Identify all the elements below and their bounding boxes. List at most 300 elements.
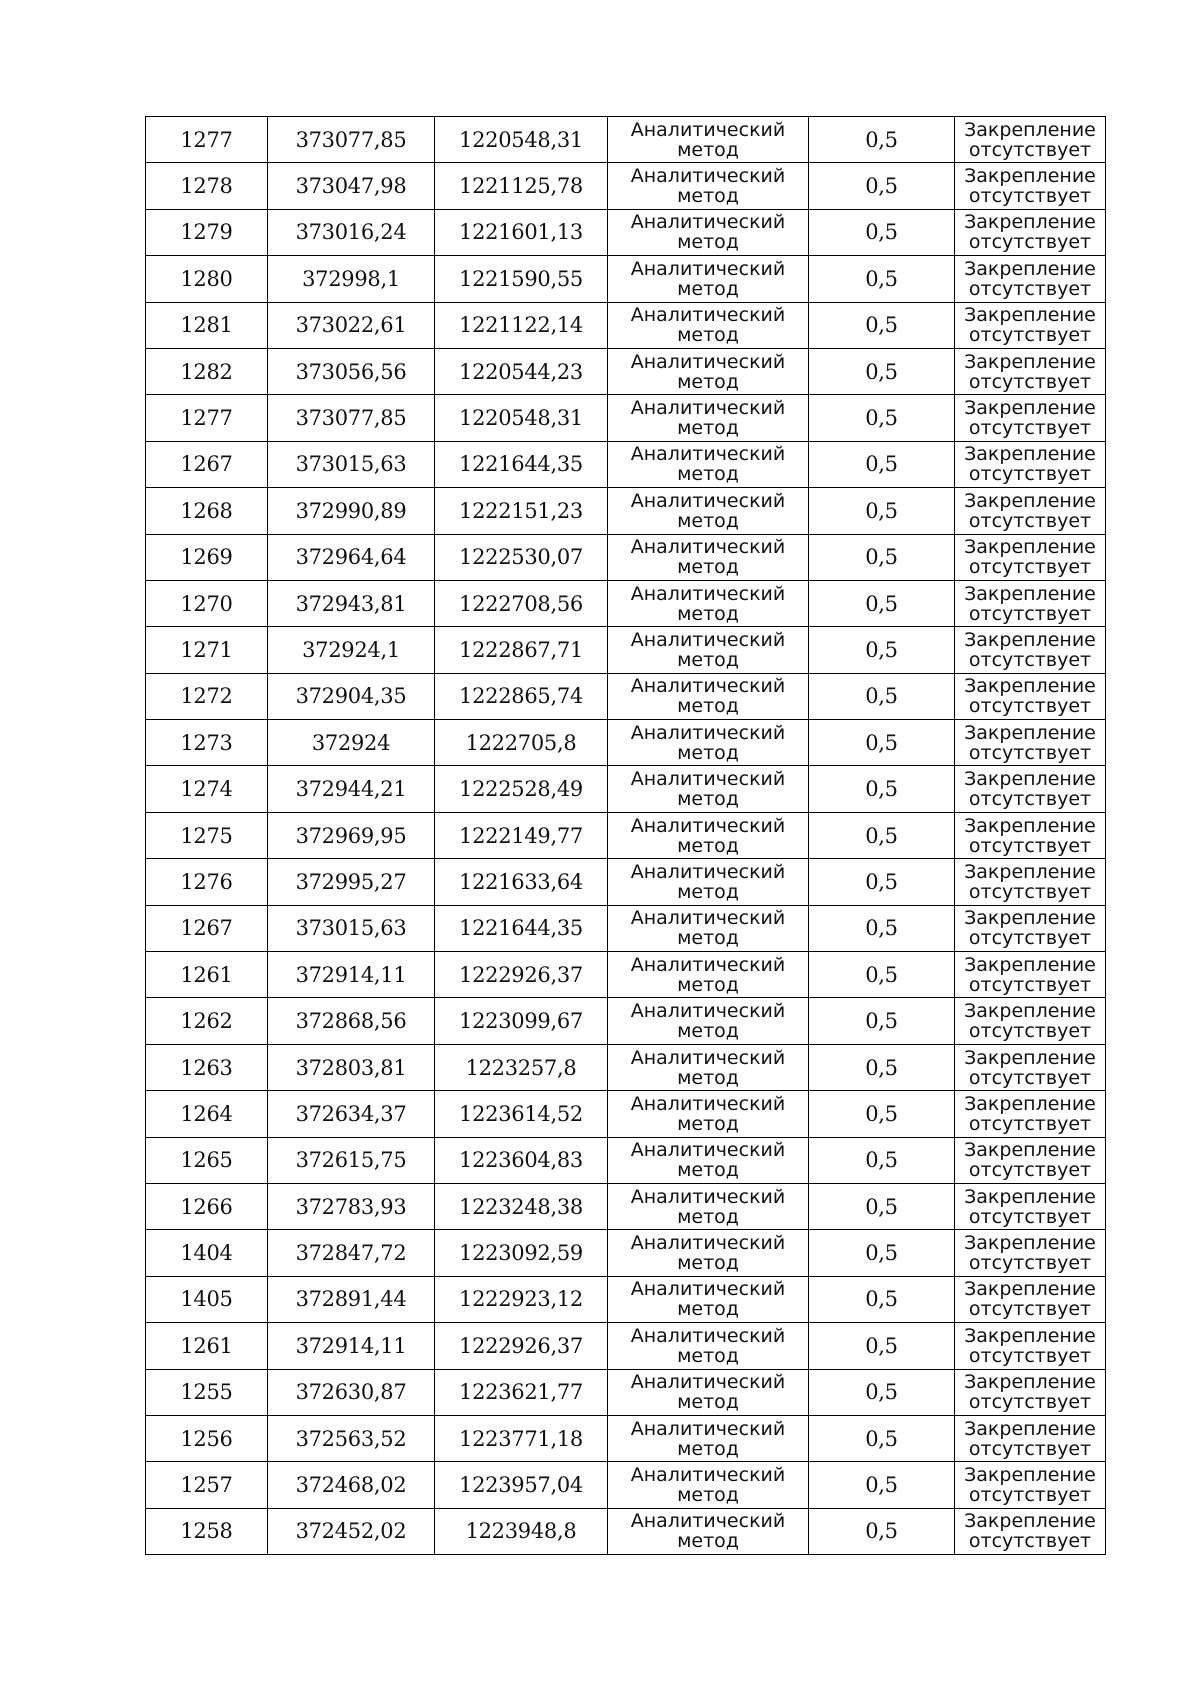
accuracy-cell: 0,5 [809, 1276, 955, 1322]
point-id-cell: 1257 [146, 1462, 268, 1508]
point-id-cell: 1255 [146, 1369, 268, 1415]
method-cell [608, 488, 809, 534]
marker-cell [955, 720, 1106, 766]
table-row [146, 163, 1106, 209]
method-text-line: метод [677, 788, 739, 811]
marker-cell [955, 348, 1106, 394]
point-id-cell: 1272 [146, 673, 268, 719]
method-cell [608, 998, 809, 1044]
x-coordinate-cell: 373047,98 [268, 163, 435, 209]
marker-cell [955, 163, 1106, 209]
method-text-line: метод [677, 324, 739, 347]
method-text-line: метод [677, 602, 739, 625]
x-coordinate-cell: 372924 [268, 720, 435, 766]
table-row [146, 302, 1106, 348]
x-coordinate-cell: 372914,11 [268, 952, 435, 998]
x-coordinate-cell: 372995,27 [268, 859, 435, 905]
point-id-cell: 1404 [146, 1230, 268, 1276]
accuracy-cell: 0,5 [809, 905, 955, 951]
x-coordinate-cell: 372904,35 [268, 673, 435, 719]
marker-cell [955, 627, 1106, 673]
y-coordinate-cell: 1223092,59 [435, 1230, 608, 1276]
method-text-line: метод [677, 556, 739, 579]
marker-text-line: отсутствует [968, 324, 1092, 347]
table-row [146, 488, 1106, 534]
accuracy-cell: 0,5 [809, 209, 955, 255]
marker-cell [955, 580, 1106, 626]
method-cell [608, 720, 809, 766]
y-coordinate-cell: 1222530,07 [435, 534, 608, 580]
y-coordinate-cell: 1223248,38 [435, 1183, 608, 1229]
marker-text-line: Закрепление [964, 1417, 1096, 1440]
marker-text-line: отсутствует [968, 417, 1092, 440]
accuracy-cell: 0,5 [809, 952, 955, 998]
method-text-line: Аналитический [630, 397, 786, 420]
table-row [146, 1091, 1106, 1137]
point-id-cell: 1276 [146, 859, 268, 905]
marker-text-line: Закрепление [964, 1139, 1096, 1162]
marker-cell [955, 1183, 1106, 1229]
marker-text-line: Закрепление [964, 860, 1096, 883]
method-text-line: Аналитический [630, 1000, 786, 1023]
point-id-cell: 1278 [146, 163, 268, 209]
point-id-cell: 1274 [146, 766, 268, 812]
y-coordinate-cell: 1222528,49 [435, 766, 608, 812]
point-id-cell: 1261 [146, 952, 268, 998]
marker-cell [955, 1276, 1106, 1322]
y-coordinate-cell: 1222867,71 [435, 627, 608, 673]
method-text-line: метод [677, 509, 739, 532]
marker-text-line: Закрепление [964, 443, 1096, 466]
method-cell [608, 117, 809, 163]
y-coordinate-cell: 1222926,37 [435, 1323, 608, 1369]
point-id-cell: 1279 [146, 209, 268, 255]
marker-text-line: Закрепление [964, 257, 1096, 280]
marker-text-line: отсутствует [968, 1530, 1092, 1553]
table-row [146, 1137, 1106, 1183]
point-id-cell: 1256 [146, 1415, 268, 1461]
method-text-line: метод [677, 695, 739, 718]
method-cell [608, 1230, 809, 1276]
accuracy-cell: 0,5 [809, 673, 955, 719]
method-text-line: Аналитический [630, 675, 786, 698]
table-row [146, 1044, 1106, 1090]
marker-text-line: Закрепление [964, 489, 1096, 512]
y-coordinate-cell: 1223948,8 [435, 1508, 608, 1554]
table-row [146, 117, 1106, 163]
accuracy-cell: 0,5 [809, 627, 955, 673]
method-cell [608, 302, 809, 348]
x-coordinate-cell: 373077,85 [268, 395, 435, 441]
y-coordinate-cell: 1222926,37 [435, 952, 608, 998]
marker-cell [955, 209, 1106, 255]
marker-text-line: отсутствует [968, 788, 1092, 811]
method-cell [608, 1091, 809, 1137]
y-coordinate-cell: 1221601,13 [435, 209, 608, 255]
marker-text-line: Закрепление [964, 907, 1096, 930]
marker-cell [955, 1462, 1106, 1508]
point-id-cell: 1267 [146, 441, 268, 487]
point-id-cell: 1264 [146, 1091, 268, 1137]
method-text-line: Аналитический [630, 1324, 786, 1347]
point-id-cell: 1261 [146, 1323, 268, 1369]
method-text-line: метод [677, 1205, 739, 1228]
y-coordinate-cell: 1222705,8 [435, 720, 608, 766]
marker-text-line: отсутствует [968, 138, 1092, 161]
accuracy-cell: 0,5 [809, 1462, 955, 1508]
x-coordinate-cell: 373015,63 [268, 905, 435, 951]
method-cell [608, 766, 809, 812]
x-coordinate-cell: 372468,02 [268, 1462, 435, 1508]
marker-text-line: Закрепление [964, 1185, 1096, 1208]
y-coordinate-cell: 1220548,31 [435, 117, 608, 163]
marker-text-line: отсутствует [968, 1112, 1092, 1135]
marker-text-line: Закрепление [964, 211, 1096, 234]
marker-text-line: Закрепление [964, 165, 1096, 188]
x-coordinate-cell: 372563,52 [268, 1415, 435, 1461]
marker-text-line: Закрепление [964, 350, 1096, 373]
y-coordinate-cell: 1223604,83 [435, 1137, 608, 1183]
method-text-line: Аналитический [630, 211, 786, 234]
method-text-line: метод [677, 138, 739, 161]
method-text-line: метод [677, 185, 739, 208]
method-text-line: Аналитический [630, 536, 786, 559]
point-id-cell: 1271 [146, 627, 268, 673]
marker-cell [955, 395, 1106, 441]
marker-text-line: отсутствует [968, 1484, 1092, 1507]
coordinates-table [145, 116, 1106, 1555]
marker-text-line: отсутствует [968, 1391, 1092, 1414]
table-row [146, 627, 1106, 673]
marker-text-line: отсутствует [968, 695, 1092, 718]
accuracy-cell: 0,5 [809, 998, 955, 1044]
point-id-cell: 1266 [146, 1183, 268, 1229]
marker-text-line: Закрепление [964, 628, 1096, 651]
method-text-line: Аналитический [630, 1278, 786, 1301]
x-coordinate-cell: 373016,24 [268, 209, 435, 255]
y-coordinate-cell: 1222708,56 [435, 580, 608, 626]
table-row [146, 720, 1106, 766]
marker-text-line: Закрепление [964, 536, 1096, 559]
x-coordinate-cell: 372847,72 [268, 1230, 435, 1276]
method-text-line: метод [677, 1020, 739, 1043]
marker-text-line: Закрепление [964, 1510, 1096, 1533]
y-coordinate-cell: 1223257,8 [435, 1044, 608, 1090]
point-id-cell: 1277 [146, 117, 268, 163]
accuracy-cell: 0,5 [809, 859, 955, 905]
method-text-line: Аналитический [630, 257, 786, 280]
y-coordinate-cell: 1223957,04 [435, 1462, 608, 1508]
accuracy-cell: 0,5 [809, 812, 955, 858]
method-cell [608, 256, 809, 302]
point-id-cell: 1267 [146, 905, 268, 951]
method-cell [608, 952, 809, 998]
marker-text-line: отсутствует [968, 741, 1092, 764]
accuracy-cell: 0,5 [809, 163, 955, 209]
point-id-cell: 1280 [146, 256, 268, 302]
x-coordinate-cell: 372943,81 [268, 580, 435, 626]
method-text-line: Аналитический [630, 118, 786, 141]
marker-text-line: Закрепление [964, 1464, 1096, 1487]
marker-cell [955, 302, 1106, 348]
marker-text-line: Закрепление [964, 675, 1096, 698]
y-coordinate-cell: 1220544,23 [435, 348, 608, 394]
table-row [146, 673, 1106, 719]
marker-cell [955, 998, 1106, 1044]
x-coordinate-cell: 373056,56 [268, 348, 435, 394]
accuracy-cell: 0,5 [809, 580, 955, 626]
accuracy-cell: 0,5 [809, 488, 955, 534]
method-cell [608, 1137, 809, 1183]
method-cell [608, 534, 809, 580]
method-cell [608, 395, 809, 441]
accuracy-cell: 0,5 [809, 348, 955, 394]
x-coordinate-cell: 372868,56 [268, 998, 435, 1044]
x-coordinate-cell: 373015,63 [268, 441, 435, 487]
marker-text-line: отсутствует [968, 1437, 1092, 1460]
marker-text-line: отсутствует [968, 370, 1092, 393]
method-text-line: Аналитический [630, 304, 786, 327]
marker-text-line: отсутствует [968, 1020, 1092, 1043]
accuracy-cell: 0,5 [809, 1323, 955, 1369]
marker-cell [955, 117, 1106, 163]
marker-text-line: отсутствует [968, 1298, 1092, 1321]
accuracy-cell: 0,5 [809, 117, 955, 163]
accuracy-cell: 0,5 [809, 720, 955, 766]
method-text-line: Аналитический [630, 443, 786, 466]
method-cell [608, 812, 809, 858]
table-row [146, 1415, 1106, 1461]
marker-cell [955, 1415, 1106, 1461]
method-cell [608, 1508, 809, 1554]
marker-text-line: отсутствует [968, 1205, 1092, 1228]
marker-text-line: отсутствует [968, 880, 1092, 903]
method-text-line: метод [677, 231, 739, 254]
table-row [146, 812, 1106, 858]
marker-cell [955, 488, 1106, 534]
method-cell [608, 905, 809, 951]
method-text-line: метод [677, 834, 739, 857]
method-text-line: Аналитический [630, 721, 786, 744]
point-id-cell: 1273 [146, 720, 268, 766]
table-row [146, 766, 1106, 812]
method-text-line: Аналитический [630, 953, 786, 976]
accuracy-cell: 0,5 [809, 1091, 955, 1137]
point-id-cell: 1262 [146, 998, 268, 1044]
accuracy-cell: 0,5 [809, 1044, 955, 1090]
marker-text-line: отсутствует [968, 463, 1092, 486]
method-text-line: Аналитический [630, 350, 786, 373]
point-id-cell: 1268 [146, 488, 268, 534]
marker-text-line: отсутствует [968, 602, 1092, 625]
method-text-line: Аналитический [630, 489, 786, 512]
x-coordinate-cell: 372998,1 [268, 256, 435, 302]
marker-text-line: отсутствует [968, 1344, 1092, 1367]
y-coordinate-cell: 1223099,67 [435, 998, 608, 1044]
method-text-line: метод [677, 648, 739, 671]
table-row [146, 256, 1106, 302]
marker-cell [955, 441, 1106, 487]
method-cell [608, 1369, 809, 1415]
table-row [146, 1230, 1106, 1276]
marker-text-line: отсутствует [968, 1159, 1092, 1182]
x-coordinate-cell: 372803,81 [268, 1044, 435, 1090]
marker-text-line: Закрепление [964, 118, 1096, 141]
method-text-line: метод [677, 1066, 739, 1089]
method-text-line: Аналитический [630, 768, 786, 791]
table-row [146, 1276, 1106, 1322]
method-text-line: метод [677, 277, 739, 300]
marker-text-line: отсутствует [968, 1252, 1092, 1275]
marker-cell [955, 1230, 1106, 1276]
method-text-line: метод [677, 973, 739, 996]
method-text-line: Аналитический [630, 1046, 786, 1069]
table-row [146, 209, 1106, 255]
x-coordinate-cell: 372452,02 [268, 1508, 435, 1554]
point-id-cell: 1269 [146, 534, 268, 580]
marker-text-line: Закрепление [964, 304, 1096, 327]
method-text-line: метод [677, 1391, 739, 1414]
marker-text-line: отсутствует [968, 1066, 1092, 1089]
x-coordinate-cell: 372964,64 [268, 534, 435, 580]
x-coordinate-cell: 372615,75 [268, 1137, 435, 1183]
x-coordinate-cell: 372944,21 [268, 766, 435, 812]
method-text-line: Аналитический [630, 582, 786, 605]
table-row [146, 1183, 1106, 1229]
y-coordinate-cell: 1221590,55 [435, 256, 608, 302]
y-coordinate-cell: 1223771,18 [435, 1415, 608, 1461]
marker-text-line: отсутствует [968, 509, 1092, 532]
y-coordinate-cell: 1221122,14 [435, 302, 608, 348]
method-text-line: Аналитический [630, 814, 786, 837]
method-cell [608, 580, 809, 626]
method-text-line: Аналитический [630, 907, 786, 930]
accuracy-cell: 0,5 [809, 534, 955, 580]
accuracy-cell: 0,5 [809, 302, 955, 348]
marker-text-line: отсутствует [968, 834, 1092, 857]
accuracy-cell: 0,5 [809, 256, 955, 302]
method-cell [608, 209, 809, 255]
method-text-line: Аналитический [630, 1464, 786, 1487]
accuracy-cell: 0,5 [809, 395, 955, 441]
method-text-line: метод [677, 1344, 739, 1367]
y-coordinate-cell: 1223614,52 [435, 1091, 608, 1137]
y-coordinate-cell: 1220548,31 [435, 395, 608, 441]
accuracy-cell: 0,5 [809, 1369, 955, 1415]
accuracy-cell: 0,5 [809, 766, 955, 812]
method-text-line: метод [677, 1530, 739, 1553]
marker-text-line: Закрепление [964, 1232, 1096, 1255]
table-row [146, 952, 1106, 998]
point-id-cell: 1277 [146, 395, 268, 441]
marker-cell [955, 673, 1106, 719]
x-coordinate-cell: 372891,44 [268, 1276, 435, 1322]
method-text-line: Аналитический [630, 1232, 786, 1255]
marker-text-line: отсутствует [968, 927, 1092, 950]
method-text-line: Аналитический [630, 1139, 786, 1162]
table-row [146, 859, 1106, 905]
marker-text-line: отсутствует [968, 973, 1092, 996]
method-text-line: Аналитический [630, 1185, 786, 1208]
accuracy-cell: 0,5 [809, 1415, 955, 1461]
marker-text-line: Закрепление [964, 1278, 1096, 1301]
marker-text-line: Закрепление [964, 721, 1096, 744]
marker-cell [955, 812, 1106, 858]
marker-cell [955, 766, 1106, 812]
marker-cell [955, 859, 1106, 905]
marker-text-line: Закрепление [964, 1324, 1096, 1347]
method-text-line: метод [677, 741, 739, 764]
x-coordinate-cell: 373077,85 [268, 117, 435, 163]
table-row [146, 1323, 1106, 1369]
method-cell [608, 1415, 809, 1461]
accuracy-cell: 0,5 [809, 1137, 955, 1183]
method-cell [608, 441, 809, 487]
y-coordinate-cell: 1222149,77 [435, 812, 608, 858]
method-text-line: Аналитический [630, 165, 786, 188]
method-text-line: метод [677, 1484, 739, 1507]
method-cell [608, 673, 809, 719]
method-text-line: метод [677, 1298, 739, 1321]
marker-text-line: отсутствует [968, 648, 1092, 671]
y-coordinate-cell: 1222923,12 [435, 1276, 608, 1322]
marker-cell [955, 1044, 1106, 1090]
method-text-line: Аналитический [630, 1510, 786, 1533]
accuracy-cell: 0,5 [809, 1183, 955, 1229]
table-row [146, 1508, 1106, 1554]
y-coordinate-cell: 1222151,23 [435, 488, 608, 534]
marker-cell [955, 952, 1106, 998]
marker-cell [955, 1137, 1106, 1183]
table-row [146, 1462, 1106, 1508]
marker-cell [955, 256, 1106, 302]
method-cell [608, 1323, 809, 1369]
x-coordinate-cell: 372914,11 [268, 1323, 435, 1369]
table-row [146, 395, 1106, 441]
method-text-line: метод [677, 463, 739, 486]
method-text-line: Аналитический [630, 1417, 786, 1440]
marker-text-line: отсутствует [968, 277, 1092, 300]
table-row [146, 998, 1106, 1044]
table-body [146, 117, 1106, 1555]
point-id-cell: 1275 [146, 812, 268, 858]
point-id-cell: 1405 [146, 1276, 268, 1322]
method-text-line: метод [677, 370, 739, 393]
point-id-cell: 1265 [146, 1137, 268, 1183]
x-coordinate-cell: 372783,93 [268, 1183, 435, 1229]
marker-cell [955, 534, 1106, 580]
x-coordinate-cell: 372969,95 [268, 812, 435, 858]
point-id-cell: 1281 [146, 302, 268, 348]
method-text-line: Аналитический [630, 1371, 786, 1394]
table-row [146, 1369, 1106, 1415]
method-text-line: метод [677, 880, 739, 903]
marker-cell [955, 1091, 1106, 1137]
table-row [146, 580, 1106, 626]
method-text-line: Аналитический [630, 1092, 786, 1115]
method-text-line: метод [677, 1437, 739, 1460]
method-cell [608, 1462, 809, 1508]
accuracy-cell: 0,5 [809, 441, 955, 487]
method-text-line: Аналитический [630, 860, 786, 883]
method-text-line: метод [677, 1112, 739, 1135]
marker-cell [955, 1508, 1106, 1554]
table-row [146, 534, 1106, 580]
method-text-line: метод [677, 927, 739, 950]
x-coordinate-cell: 373022,61 [268, 302, 435, 348]
method-cell [608, 1276, 809, 1322]
marker-text-line: Закрепление [964, 1046, 1096, 1069]
